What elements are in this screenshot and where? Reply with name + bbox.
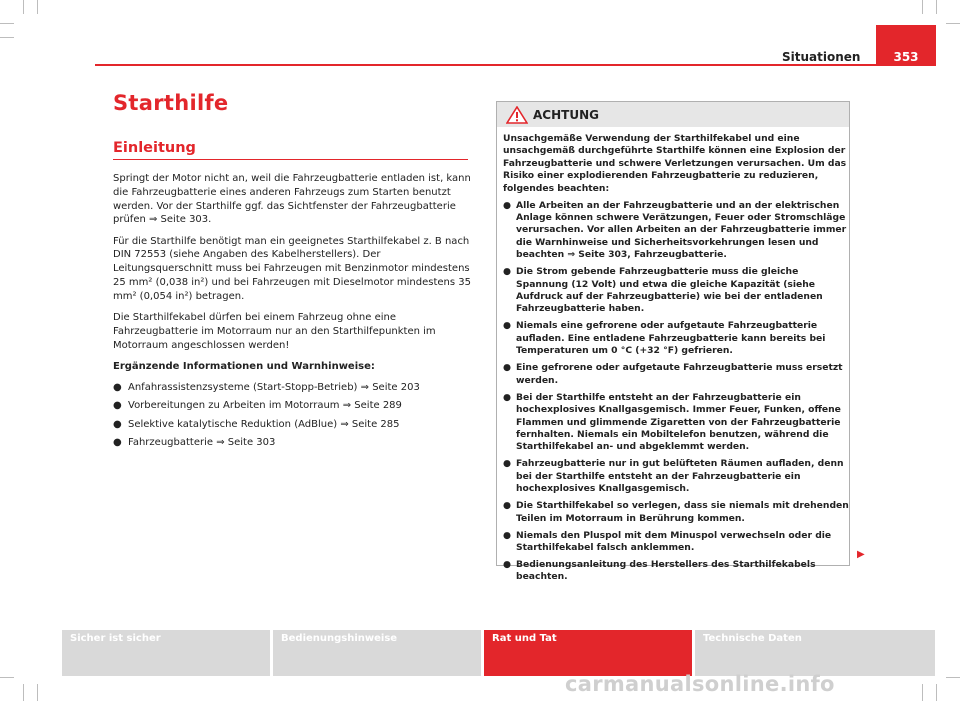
warning-item: ● Alle Arbeiten an der Fahrzeugbatterie und an der elektrischen Anlage können schwere Verätzungen, Feuer oder Stromschläge verursachen. Vor allen Arbeiten an der Fahrzeugbatterie immer die Warnhinweise und Sicherheitsvorkehrungen lesen und beachten ⇒ Seite 303, Fahrzeugbatterie.: [503, 199, 847, 261]
subtitle-underline: [113, 159, 468, 160]
crop-mark: [0, 23, 14, 24]
crop-mark: [946, 677, 960, 678]
intro-paragraph: Für die Starthilfe benötigt man ein geeignetes Starthilfekabel z. B nach DIN 72553 (siehe Angaben des Kabelherstellers). Der Leitungsquerschnitt muss bei Fahrzeugen mit Benzinmotor mindestens 25 mm² (0,038 in²) und bei Fahrzeugen mit Dieselmotor mindestens 35 mm² (0,054 in²) betragen.: [113, 235, 471, 302]
list-item-text: Anfahrassistenzsysteme (Start-Stopp-Betrieb) ⇒ Seite 203: [128, 381, 420, 393]
warning-title: ACHTUNG: [533, 108, 599, 122]
warning-item: ● Die Strom gebende Fahrzeugbatterie muss die gleiche Spannung (12 Volt) und etwa die gleiche Kapazität (siehe Aufdruck auf der Fahrzeugbatterie) wie bei der entladenen Fahrzeugbatterie haben.: [503, 266, 823, 315]
crop-mark: [37, 684, 38, 701]
warning-item: ● Die Starthilfekabel so verlegen, dass sie niemals mit drehenden Teilen im Motorraum in Berührung kommen.: [503, 500, 849, 524]
continue-arrow-icon[interactable]: ▶: [857, 549, 865, 560]
intro-paragraph: Springt der Motor nicht an, weil die Fahrzeugbatterie entladen ist, kann die Fahrzeugbatterie eines anderen Fahrzeugs zum Starten benutzt werden. Vor der Starthilfe ggf. das Sichtfenster der Fahrzeugbatterie prüfen ⇒ Seite 303.: [113, 173, 471, 226]
crop-mark: [0, 677, 14, 678]
crop-mark: [37, 0, 38, 14]
info-heading: Ergänzende Informationen und Warnhinweise:: [113, 360, 375, 372]
page-number: 353: [876, 25, 936, 66]
header-divider: [95, 64, 935, 66]
warning-item: ● Niemals eine gefrorene oder aufgetaute Fahrzeugbatterie aufladen. Eine entladene Fahrzeugbatterie kann bereits bei Temperaturen um 0 °C (+32 °F) gefrieren.: [503, 320, 826, 357]
warning-intro: Unsachgemäße Verwendung der Starthilfekabel und eine unsachgemäß durchgeführte Starthilfe können eine Explosion der Fahrzeugbatterie und schwere Verletzungen verursachen. Um das Risiko einer explodierenden Fahrzeugbatterie zu reduzieren, folgendes beachten:: [503, 133, 847, 194]
list-item-text: Selektive katalytische Reduktion (AdBlue) ⇒ Seite 285: [128, 418, 400, 430]
crop-mark: [922, 0, 923, 14]
crop-mark: [23, 0, 24, 14]
intro-paragraph: Die Starthilfekabel dürfen bei einem Fahrzeug ohne eine Fahrzeugbatterie im Motorraum nur an den Starthilfepunkten im Motorraum angeschlossen werden!: [113, 311, 436, 351]
warning-body: [503, 133, 849, 588]
warning-box: [496, 101, 850, 583]
warning-item: ● Bei der Starthilfe entsteht an der Fahrzeugbatterie ein hochexplosives Knallgasgemisch. Immer Feuer, Funken, offene Flammen und glimmende Zigaretten von der Fahrzeugbatterie fernhalten. Niemals ein Mobiltelefon benutzen, während die Starthilfekabel an- und abgeklemmt werden.: [503, 391, 841, 453]
section-title: Situationen: [782, 50, 861, 64]
warning-triangle-icon: [506, 106, 528, 124]
footer-tab-technische-daten[interactable]: Technische Daten: [695, 630, 935, 676]
intro-text: [113, 172, 473, 454]
list-item-text: Fahrzeugbatterie ⇒ Seite 303: [128, 436, 276, 448]
crop-mark: [0, 37, 14, 38]
section-subtitle: Einleitung: [113, 140, 196, 156]
page-title: Starthilfe: [113, 91, 229, 115]
warning-item: ● Fahrzeugbatterie nur in gut belüfteten Räumen aufladen, denn bei der Starthilfe entsteht an der Fahrzeugbatterie ein hochexplosives Knallgasgemisch.: [503, 458, 844, 495]
info-list: [113, 381, 473, 450]
crop-mark: [23, 684, 24, 701]
warning-item: ● Bedienungsanleitung des Herstellers des Starthilfekabels beachten.: [503, 558, 816, 583]
list-item[interactable]: ● Fahrzeugbatterie ⇒ Seite 303: [113, 436, 276, 448]
list-item-text: Vorbereitungen zu Arbeiten im Motorraum ⇒ Seite 289: [128, 400, 402, 412]
warning-item: ● Niemals den Pluspol mit dem Minuspol verwechseln oder die Starthilfekabel falsch anklemmen.: [503, 529, 832, 553]
warning-item: ● Eine gefrorene oder aufgetaute Fahrzeugbatterie muss ersetzt werden.: [503, 362, 843, 386]
crop-mark: [936, 0, 937, 14]
list-item[interactable]: ● Vorbereitungen zu Arbeiten im Motorraum ⇒ Seite 289: [113, 400, 402, 412]
list-item[interactable]: ● Anfahrassistenzsysteme (Start-Stopp-Betrieb) ⇒ Seite 203: [113, 381, 420, 393]
footer-tab-rat-und-tat[interactable]: Rat und Tat: [484, 630, 692, 676]
crop-mark: [922, 684, 923, 701]
list-item[interactable]: ● Selektive katalytische Reduktion (AdBlue) ⇒ Seite 285: [113, 418, 400, 430]
crop-mark: [946, 23, 960, 24]
crop-mark: [936, 684, 937, 701]
footer-tab-bedienung[interactable]: Bedienungshinweise: [273, 630, 481, 676]
footer-tab-sicher[interactable]: Sicher ist sicher: [62, 630, 270, 676]
watermark: carmanualsonline.info: [565, 672, 835, 696]
warning-header: [497, 102, 849, 127]
